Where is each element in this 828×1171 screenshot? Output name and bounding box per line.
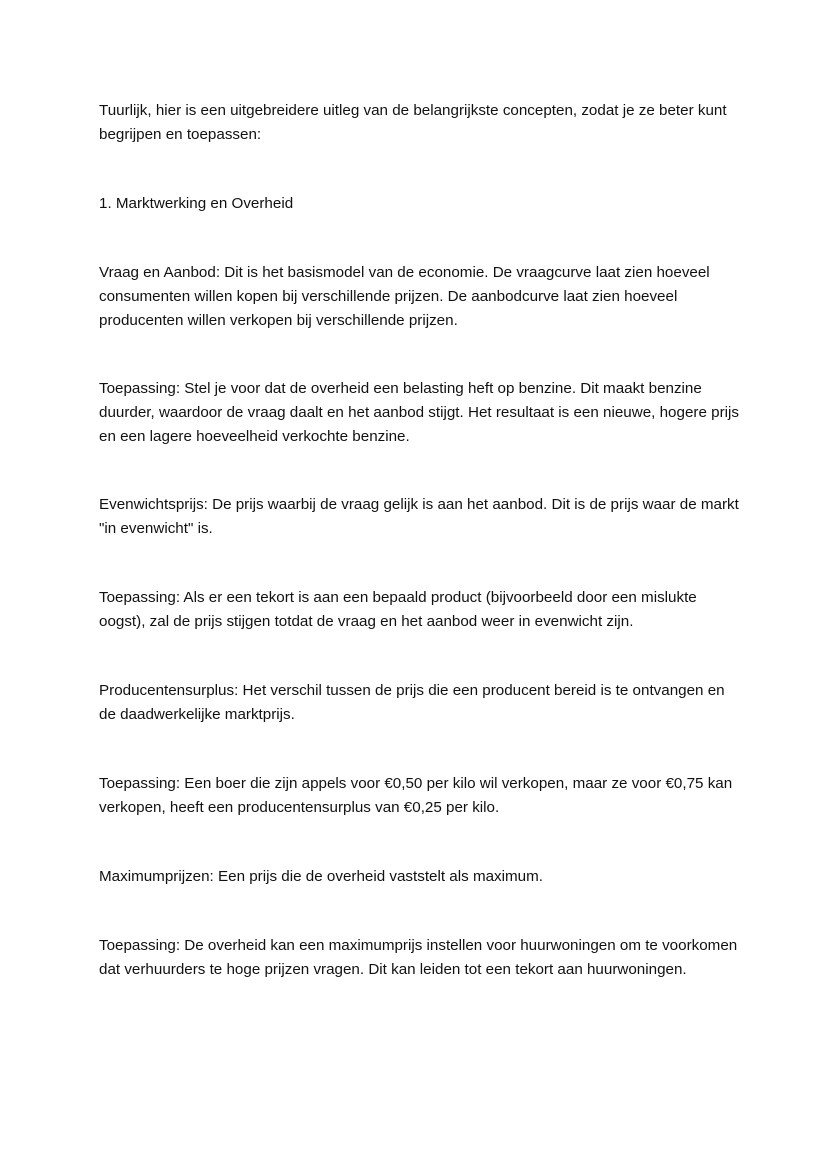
paragraph-toepassing-huur: Toepassing: De overheid kan een maximumprijs instellen voor huurwoningen om te voorkomen dat verhuurders te hoge prijzen vragen. Dit kan leiden tot een tekort aan huurwoningen. <box>99 937 738 978</box>
paragraph-evenwichtsprijs: Evenwichtsprijs: De prijs waarbij de vraag gelijk is aan het aanbod. Dit is de prijs waar de markt "in evenwicht" is. <box>99 496 739 537</box>
paragraph-vraag-aanbod: Vraag en Aanbod: Dit is het basismodel van de economie. De vraagcurve laat zien hoeveel consumenten willen kopen bij verschillende prijzen. De aanbodcurve laat zien hoeveel producenten willen verkopen bij verschillende prijzen. <box>99 264 710 329</box>
paragraph-toepassing-tekort: Toepassing: Als er een tekort is aan een bepaald product (bijvoorbeeld door een mislukte oogst), zal de prijs stijgen totdat de vraag en het aanbod weer in evenwicht zijn. <box>99 589 697 630</box>
paragraph-toepassing-boer: Toepassing: Een boer die zijn appels voor €0,50 per kilo wil verkopen, maar ze voor €0,75 kan verkopen, heeft een producentensurplus van €0,25 per kilo. <box>99 775 733 816</box>
section-heading: 1. Marktwerking en Overheid <box>99 195 294 212</box>
paragraph-producentensurplus: Producentensurplus: Het verschil tussen de prijs die een producent bereid is te ontvangen en de daadwerkelijke marktprijs. <box>99 682 725 723</box>
paragraph-toepassing-benzine: Toepassing: Stel je voor dat de overheid een belasting heft op benzine. Dit maakt benzine duurder, waardoor de vraag daalt en het aanbod stijgt. Het resultaat is een nieuwe, hogere prijs en een lagere hoeveelheid verkochte benzine. <box>99 380 739 445</box>
intro-paragraph: Tuurlijk, hier is een uitgebreidere uitleg van de belangrijkste concepten, zodat je ze beter kunt begrijpen en toepassen: <box>99 102 727 143</box>
paragraph-maximumprijzen: Maximumprijzen: Een prijs die de overheid vaststelt als maximum. <box>99 868 543 885</box>
